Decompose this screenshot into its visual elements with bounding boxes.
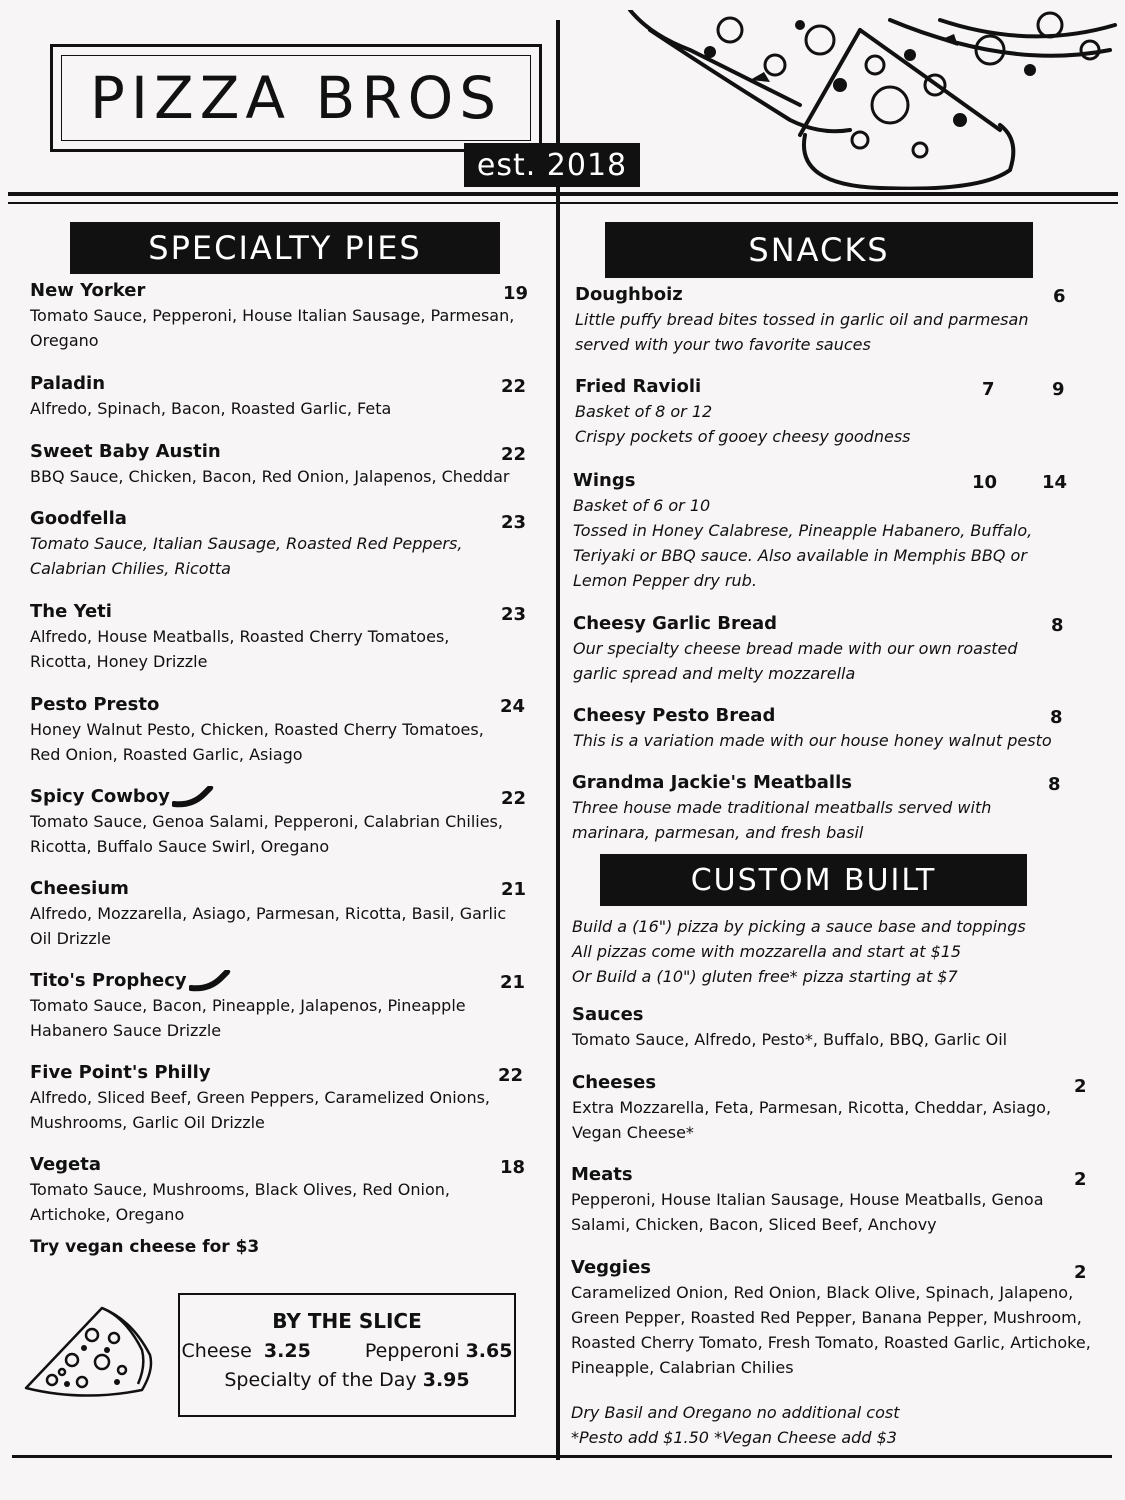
item-name: Five Point's Philly	[30, 1062, 211, 1083]
item-price: 8	[1048, 774, 1061, 795]
slice-cheese-label: Cheese	[181, 1340, 252, 1362]
group-price: 2	[1074, 1076, 1087, 1097]
topping-group	[571, 1163, 1071, 1237]
item-description: Our specialty cheese bread made with our own roasted garlic spread and melty mozzarella	[573, 639, 1018, 683]
item-name: Doughboiz	[575, 284, 683, 305]
established-badge: est. 2018	[464, 143, 640, 187]
item-price: 6	[1053, 286, 1066, 307]
item-description: Tomato Sauce, Genoa Salami, Pepperoni, Calabrian Chilies, Ricotta, Buffalo Sauce Swirl, Oregano	[30, 812, 503, 856]
item-description: Alfredo, Mozzarella, Asiago, Parmesan, Ricotta, Basil, Garlic Oil Drizzle	[30, 904, 507, 948]
item-name: Vegeta	[30, 1154, 101, 1175]
item-price: 24	[500, 696, 526, 717]
header-divider-thin	[8, 202, 1118, 204]
section-heading-snacks: SNACKS	[605, 222, 1033, 278]
item-price: 18	[500, 1157, 526, 1178]
item-price: 22	[501, 444, 527, 465]
item-price-small: 7	[982, 379, 995, 400]
custom-intro-line: All pizzas come with mozzarella and start at $15	[572, 942, 962, 961]
item-name: Fried Ravioli	[575, 376, 702, 397]
menu-item	[572, 771, 1012, 845]
item-description: Tomato Sauce, Bacon, Pineapple, Jalapenos, Pineapple Habanero Sauce Drizzle	[30, 996, 466, 1040]
slice-prices-row	[180, 1340, 514, 1362]
menu-item	[30, 693, 500, 767]
custom-footer-line: *Pesto add $1.50 *Vegan Cheese add $3	[571, 1428, 897, 1447]
footer-divider	[12, 1455, 1112, 1458]
slice-cheese-price: 3.25	[263, 1340, 311, 1362]
item-price: 21	[501, 879, 527, 900]
item-description-2: Crispy pockets of gooey cheesy goodness	[575, 427, 911, 446]
topping-group	[572, 1071, 1072, 1145]
item-price: 23	[501, 512, 527, 533]
item-price: 8	[1050, 707, 1063, 728]
item-name: Pesto Presto	[30, 694, 160, 715]
item-description: Alfredo, Spinach, Bacon, Roasted Garlic, Feta	[30, 399, 392, 418]
item-price: 21	[500, 972, 526, 993]
item-price: 8	[1051, 615, 1064, 636]
group-price: 2	[1074, 1262, 1087, 1283]
group-name: Veggies	[571, 1257, 652, 1278]
item-description: BBQ Sauce, Chicken, Bacon, Red Onion, Jalapenos, Cheddar	[30, 467, 510, 486]
item-name-row	[30, 785, 520, 809]
chili-pepper-icon	[172, 786, 214, 808]
item-description: Little puffy bread bites tossed in garlic oil and parmesan served with your two favorite sauces	[575, 310, 1029, 354]
item-name-row	[30, 969, 490, 993]
item-price-large: 14	[1042, 472, 1068, 493]
item-name: Paladin	[30, 373, 106, 394]
item-price: 23	[501, 604, 527, 625]
menu-item	[30, 372, 530, 421]
group-description: Extra Mozzarella, Feta, Parmesan, Ricotta, Cheddar, Asiago, Vegan Cheese*	[572, 1098, 1052, 1142]
custom-intro	[572, 914, 1092, 989]
item-name: Wings	[573, 470, 636, 491]
item-price: 22	[501, 376, 527, 397]
item-description: Tomato Sauce, Italian Sausage, Roasted Red Peppers, Calabrian Chilies, Ricotta	[30, 534, 463, 578]
by-the-slice-box	[178, 1293, 516, 1417]
logo	[50, 44, 542, 152]
menu-item	[30, 279, 530, 353]
group-description: Pepperoni, House Italian Sausage, House Meatballs, Genoa Salami, Chicken, Bacon, Sliced Beef, Anchovy	[571, 1190, 1044, 1234]
group-description: Tomato Sauce, Alfredo, Pesto*, Buffalo, BBQ, Garlic Oil	[572, 1030, 1008, 1049]
item-price-large: 9	[1052, 379, 1065, 400]
item-price: 22	[498, 1065, 524, 1086]
custom-intro-line: Build a (16") pizza by picking a sauce base and toppings	[572, 917, 1026, 936]
vegan-cheese-note: Try vegan cheese for $3	[30, 1237, 260, 1257]
group-description: Caramelized Onion, Red Onion, Black Olive, Spinach, Jalapeno, Green Pepper, Roasted Red Pepper, Banana Pepper, Mushroom, Roasted Cherry Tomato, Fresh Tomato, Roasted Garlic, Artichoke, Pineapple, Calabrian Chilies	[571, 1283, 1091, 1377]
item-name: Cheesium	[30, 878, 129, 899]
item-name: Grandma Jackie's Meatballs	[572, 772, 852, 793]
menu-item	[573, 612, 1043, 686]
header-divider	[8, 192, 1118, 196]
item-name: Spicy Cowboy	[30, 786, 170, 807]
custom-footer-line: Dry Basil and Oregano no additional cost	[571, 1403, 900, 1422]
menu-item	[30, 1061, 510, 1135]
group-name: Sauces	[572, 1004, 644, 1025]
column-divider	[556, 20, 560, 1460]
item-price-small: 10	[972, 472, 998, 493]
menu-item	[30, 507, 490, 581]
menu-item	[30, 600, 490, 674]
item-description: Basket of 6 or 10	[573, 496, 711, 515]
slice-specialty-label: Specialty of the Day	[224, 1369, 417, 1391]
item-description: Tomato Sauce, Pepperoni, House Italian Sausage, Parmesan, Oregano	[30, 306, 515, 350]
slice-specialty-row	[180, 1369, 514, 1391]
menu-item	[573, 704, 1063, 753]
group-name: Meats	[571, 1164, 633, 1185]
item-name: Goodfella	[30, 508, 127, 529]
item-description: Tomato Sauce, Mushrooms, Black Olives, Red Onion, Artichoke, Oregano	[30, 1180, 450, 1224]
item-description-2: Tossed in Honey Calabrese, Pineapple Habanero, Buffalo, Teriyaki or BBQ sauce. Also available in Memphis BBQ or Lemon Pepper dry rub.	[573, 521, 1033, 590]
chili-pepper-icon	[189, 970, 231, 992]
item-description: Three house made traditional meatballs served with marinara, parmesan, and fresh basil	[572, 798, 992, 842]
pizza-illustration-icon	[590, 10, 1120, 190]
item-name: Cheesy Pesto Bread	[573, 705, 776, 726]
group-name: Cheeses	[572, 1072, 657, 1093]
logo-inner-border	[61, 55, 531, 141]
menu-item	[575, 283, 1045, 357]
menu-item	[30, 877, 520, 951]
by-the-slice-title: BY THE SLICE	[272, 1309, 422, 1333]
custom-footer	[571, 1400, 1091, 1450]
custom-intro-line: Or Build a (10") gluten free* pizza starting at $7	[572, 967, 958, 986]
item-name: Sweet Baby Austin	[30, 441, 221, 462]
pizza-slice-icon	[22, 1300, 158, 1402]
slice-pepperoni-label: Pepperoni	[364, 1340, 460, 1362]
menu-item	[30, 785, 520, 859]
item-description: Alfredo, House Meatballs, Roasted Cherry Tomatoes, Ricotta, Honey Drizzle	[30, 627, 450, 671]
item-description: Honey Walnut Pesto, Chicken, Roasted Cherry Tomatoes, Red Onion, Roasted Garlic, Asiago	[30, 720, 484, 764]
item-price: 19	[503, 283, 529, 304]
item-price: 22	[501, 788, 527, 809]
item-description: Basket of 8 or 12	[575, 402, 713, 421]
slice-specialty-price: 3.95	[422, 1369, 470, 1391]
section-heading-custom-built: CUSTOM BUILT	[600, 854, 1027, 906]
item-description: This is a variation made with our house honey walnut pesto	[573, 731, 1052, 750]
section-heading-specialty-pies: SPECIALTY PIES	[70, 222, 500, 274]
topping-group	[571, 1256, 1091, 1380]
menu-item	[30, 1153, 470, 1227]
menu-item	[30, 440, 540, 489]
item-name: Cheesy Garlic Bread	[573, 613, 778, 634]
item-description: Alfredo, Sliced Beef, Green Peppers, Caramelized Onions, Mushrooms, Garlic Oil Drizzle	[30, 1088, 491, 1132]
menu-item	[575, 375, 1095, 449]
menu-item	[30, 969, 490, 1043]
slice-pepperoni-price: 3.65	[465, 1340, 513, 1362]
group-price: 2	[1074, 1169, 1087, 1190]
item-name: New Yorker	[30, 280, 146, 301]
topping-group	[572, 1003, 1092, 1052]
item-name: Tito's Prophecy	[30, 970, 187, 991]
item-name: The Yeti	[30, 601, 112, 622]
restaurant-name: PIZZA BROS	[89, 64, 503, 132]
